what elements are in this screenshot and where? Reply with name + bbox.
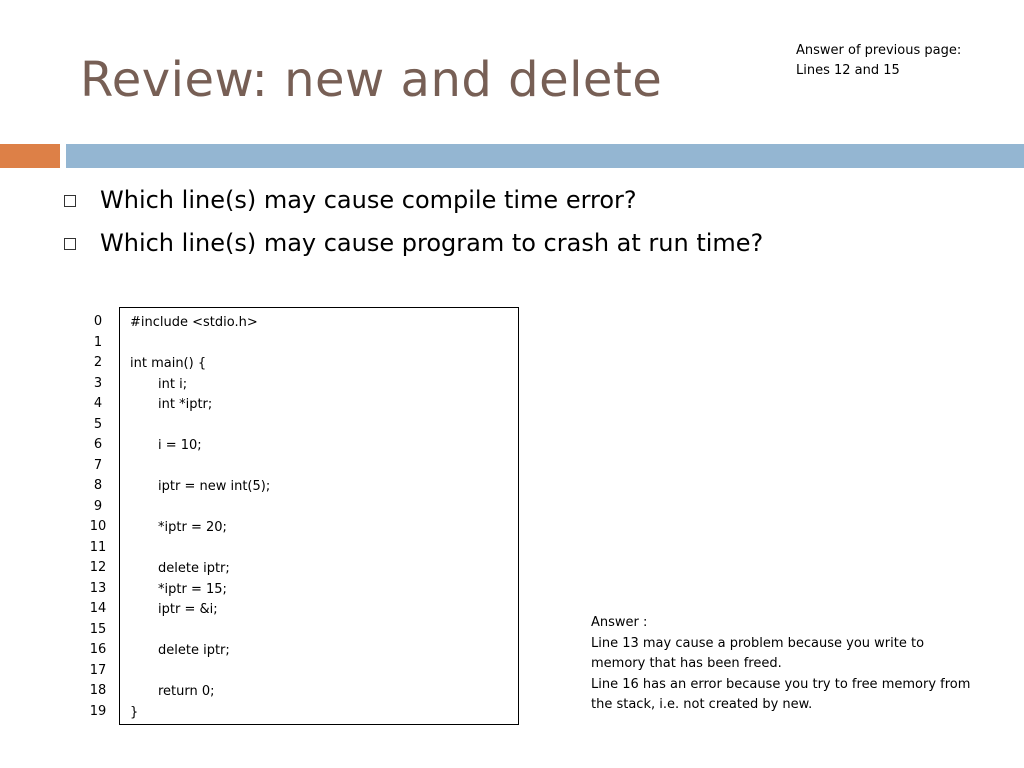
code-line: } [130, 704, 139, 720]
answer-line: Line 13 may cause a problem because you write to [591, 635, 925, 651]
accent-bar-orange [0, 144, 60, 168]
code-line: *iptr = 20; [158, 520, 227, 535]
question-item [64, 221, 763, 264]
line-number: 15 [89, 621, 107, 637]
accent-bar-blue [66, 144, 1024, 168]
line-number: 7 [93, 457, 103, 473]
code-line [130, 457, 270, 478]
code-line: int i; [158, 376, 188, 392]
line-number: 16 [89, 642, 107, 657]
line-number: 3 [93, 375, 103, 391]
question-item [64, 178, 763, 221]
line-number: 18 [89, 683, 107, 698]
code-line: delete iptr; [158, 643, 230, 658]
question-text: Which line(s) may cause compile time error? [100, 185, 637, 214]
code-line [130, 416, 270, 437]
code-line: iptr = &i; [158, 602, 218, 617]
answer-line: Line 16 has an error because you try to free memory from [591, 676, 971, 692]
slide-title: Review: new and delete [80, 52, 663, 108]
code-line [130, 539, 270, 560]
code-line: int *iptr; [158, 397, 213, 412]
square-bullet-icon [64, 195, 76, 207]
answer-line: memory that has been freed. [591, 656, 782, 671]
code-listing-box [119, 307, 519, 725]
line-number: 6 [93, 437, 103, 452]
question-text: Which line(s) may cause program to crash at run time? [100, 228, 764, 257]
line-number: 19 [89, 703, 107, 719]
code-line: int main() { [130, 356, 207, 371]
line-number: 10 [89, 519, 107, 534]
line-number: 14 [89, 601, 107, 616]
previous-answer-note [796, 41, 961, 81]
code-line: delete iptr; [158, 561, 230, 576]
code-line: return 0; [158, 684, 215, 699]
answer-line: the stack, i.e. not created by new. [591, 697, 813, 712]
question-list [64, 178, 763, 264]
code-line [130, 662, 270, 683]
line-number: 9 [93, 498, 103, 514]
code-line [130, 621, 270, 642]
code-line: iptr = new int(5); [158, 479, 271, 494]
line-number: 1 [93, 334, 103, 350]
code-line: #include <stdio.h> [130, 315, 258, 330]
line-number: 13 [89, 580, 107, 596]
code-listing [130, 313, 270, 723]
square-bullet-icon [64, 238, 76, 250]
previous-answer-line-2: Lines 12 and 15 [796, 63, 900, 78]
line-number: 4 [93, 396, 103, 411]
line-number: 8 [93, 478, 103, 493]
line-number: 5 [93, 416, 103, 432]
line-number: 12 [89, 560, 107, 575]
code-line: i = 10; [158, 438, 202, 453]
code-line [130, 498, 270, 519]
line-number: 2 [93, 355, 103, 370]
code-line: *iptr = 15; [158, 581, 227, 597]
code-line [130, 334, 270, 355]
line-number: 11 [89, 539, 107, 555]
answer-heading: Answer : [591, 615, 648, 630]
answer-note [591, 613, 970, 716]
previous-answer-line-1: Answer of previous page: [796, 43, 962, 58]
line-number-column [86, 312, 110, 722]
line-number: 17 [89, 662, 107, 678]
line-number: 0 [93, 314, 103, 329]
